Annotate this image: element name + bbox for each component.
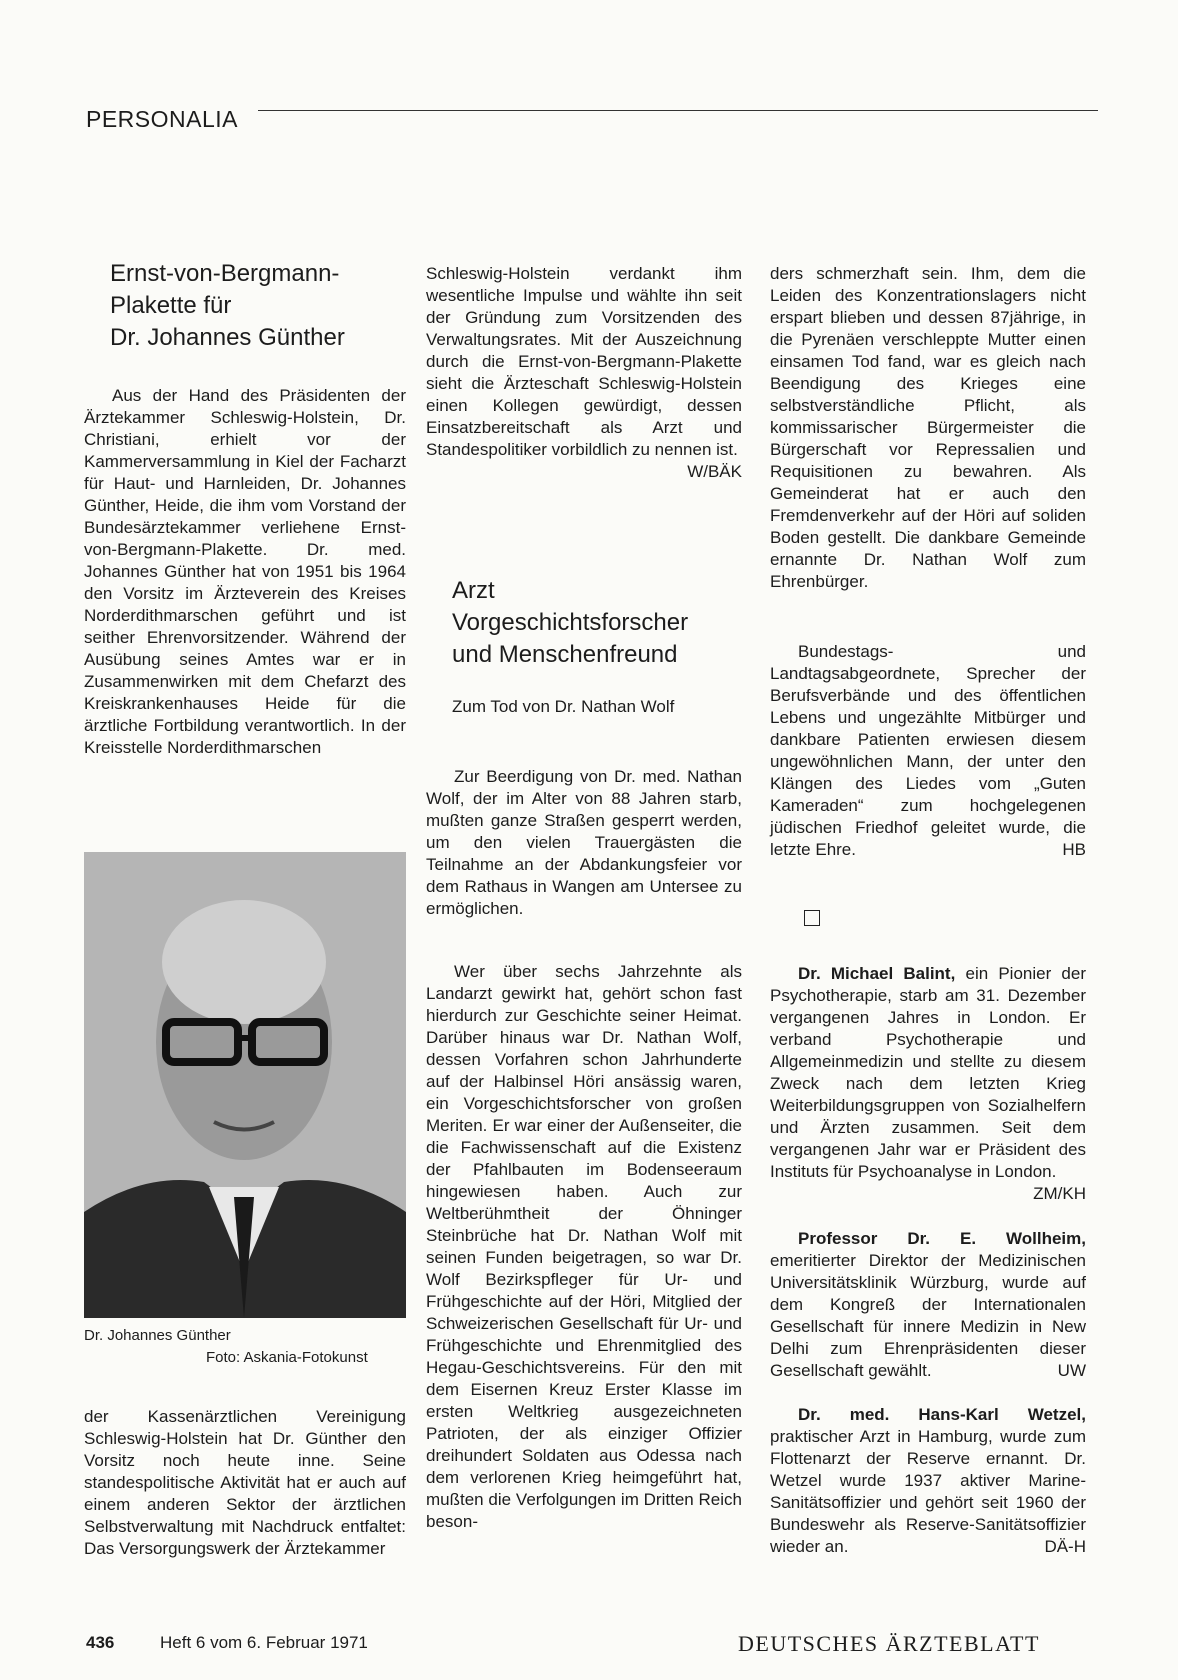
headline-line: Ernst-von-Bergmann- (110, 260, 340, 287)
headline-line: Arzt (452, 577, 495, 604)
note-wetzel (770, 1404, 1086, 1558)
issue-info: Heft 6 vom 6. Februar 1971 (160, 1633, 368, 1652)
article2-para4 (770, 641, 1086, 861)
note-text: praktischer Arzt in Hamburg, wurde zum Flottenarzt der Reserve ernannt. Dr. Wetzel wurde 1937 aktiver Marine-Sanitätsoffizier und gehört seit 1960 der Bundeswehr als Reserve-Sanitätsoffizier wieder an. (770, 1427, 1086, 1556)
note-name: Dr. Michael Balint, (798, 964, 956, 983)
article1-body-part2: der Kassenärztlichen Vereinigung Schleswig-Holstein hat Dr. Günther den Vorsitz noch heute inne. Seine standespolitische Aktivität hat er auch auf einem anderen Sektor der ärztlichen Selbstverwaltung mit Nachdruck entfaltet: Das Versorgungswerk der Ärztekammer (84, 1407, 406, 1558)
section-title: PERSONALIA (86, 106, 238, 132)
portrait-illustration (84, 852, 406, 1318)
note-text: emeritierter Direktor der Medizinischen Universitätsklinik Würzburg, wurde auf dem Kongreß der Internationalen Gesellschaft für innere Medizin in New Delhi zum Ehrenpräsidenten dieser Gesellschaft gewählt. (770, 1251, 1086, 1380)
article2-headline (452, 575, 752, 671)
note-signature: DÄ-H (1044, 1537, 1086, 1556)
photo-caption: Dr. Johannes Günther (84, 1327, 231, 1344)
article1-body-part3 (426, 263, 742, 483)
headline-line: Plakette für (110, 292, 232, 319)
portrait-photo (84, 852, 406, 1318)
article1-body-part1: Aus der Hand des Präsidenten der Ärztekammer Schleswig-Holstein, Dr. Christiani, erhielt vor der Kammerversammlung in Kiel der Facharzt für Haut- und Harnleiden, Dr. Johannes Günther, Heide, die ihm vom Vorstand der Bundesärztekammer verliehene Ernst-von-Bergmann-Plakette. Dr. med. Johannes Günther hat von 1951 bis 1964 den Vorsitz im Ärzteverein des Kreises Norderdithmarschen geführt und ist seither Ehrenvorsitzender. Während der Ausübung seines Amtes war er in Zusammenwirken mit dem Chefarzt des Kreiskrankenhauses Heide für die ärztliche Fortbildung verantwortlich. In der Kreisstelle Norderdithmarschen (84, 386, 406, 757)
note-name: Dr. med. Hans-Karl Wetzel, (798, 1405, 1086, 1424)
article1-headline (110, 258, 410, 354)
article2-para4-text: Bundestags- und Landtagsabgeordnete, Sprecher der Berufsverbände und des öffentlichen Lebens und ungezählte Mitbürger und dankbare Patienten erwiesen diesem ungewöhnlichen Mann, der unter den Klängen des Liedes vom „Guten Kameraden“ zum hochgelegenen jüdischen Friedhof geleitet wurde, die letzte Ehre. (770, 642, 1086, 859)
note-wollheim (770, 1228, 1086, 1382)
article2-para1: Zur Beerdigung von Dr. med. Nathan Wolf, der im Alter von 88 Jahren starb, mußten ganze Straßen gesperrt werden, um den vielen Trauergästen die Teilnahme an der Abdankungsfeier vor dem Rathaus in Wangen am Untersee zu ermöglichen. (426, 767, 742, 918)
photo-credit: Foto: Askania-Fotokunst (206, 1349, 368, 1366)
note-balint (770, 963, 1086, 1205)
note-text: ein Pionier der Psychotherapie, starb am 31. Dezember vergangenen Jahres in London. Er verband Psychotherapie und Allgemeinmedizin und stellte zu diesem Zweck nach dem letzten Krieg Weiterbildungsgruppen von Sozialhelfern und Ärzten zusammen. Seit dem vergangenen Jahr war er Präsident des Instituts für Psychoanalyse in London. (770, 964, 1087, 1181)
headline-line: Vorgeschichtsforscher (452, 609, 689, 636)
note-signature: ZM/KH (1033, 1184, 1086, 1203)
article2-para2: Wer über sechs Jahrzehnte als Landarzt gewirkt hat, gehört schon fast hierdurch zur Geschichte seiner Heimat. Darüber hinaus war Dr. Nathan Wolf, dessen Vorfahren schon Jahrhunderte auf der Halbinsel Höri ansässig waren, ein Vorgeschichtsforscher von großen Meriten. Er war einer der Außenseiter, die die Fachwissenschaft auf die Existenz der Pfahlbauten im Bodenseeraum hingewiesen haben. Auch zur Weltberühmtheit der Öhninger Steinbrüche hat Dr. Nathan Wolf mit seinen Funden beigetragen, so war Dr. Wolf Bezirkspfleger für Ur- und Frühgeschichte auf der Höri, Mitglied der Schweizerischen Gesellschaft für Ur- und Frühgeschichte und Ehrenmitglied des Hegau-Geschichtsvereins. Für den mit dem Eisernen Kreuz Erster Klasse im ersten Weltkrieg ausgezeichneten Patrioten, der als einziger Offizier dreihundert Soldaten aus Odessa nach dem verlorenen Krieg heimgeführt hat, mußten die Verfolgungen im Dritten Reich beson- (426, 962, 742, 1531)
page-number: 436 (86, 1633, 115, 1652)
article2-signature: HB (1062, 840, 1086, 859)
note-signature: UW (1057, 1361, 1086, 1380)
headline-line: Dr. Johannes Günther (110, 324, 345, 351)
headline-line: und Menschenfreund (452, 641, 678, 668)
header-rule (258, 110, 1098, 111)
note-name: Professor Dr. E. Wollheim, (798, 1229, 1086, 1248)
end-of-article-box (804, 910, 820, 926)
article2-subheadline: Zum Tod von Dr. Nathan Wolf (452, 697, 675, 716)
article1-body-part3-text: Schleswig-Holstein verdankt ihm wesentliche Impulse und wählte ihn seit der Gründung zum Vorsitzenden des Verwaltungsrates. Mit der Auszeichnung durch die Ernst-von-Bergmann-Plakette sieht die Ärzteschaft Schleswig-Holstein einen Kollegen gewürdigt, dessen Einsatzbereitschaft als Arzt und Standespolitiker vorbildlich zu nennen ist. (426, 264, 742, 459)
journal-name: DEUTSCHES ÄRZTEBLATT (738, 1631, 1040, 1656)
article2-para3: ders schmerzhaft sein. Ihm, dem die Leiden des Konzentrationslagers nicht erspart blieben und dessen 87jährige, in die Pyrenäen verschleppte Mutter einen einsamen Tod fand, war es gleich nach Beendigung des Krieges eine selbstverständliche Pflicht, als kommissarischer Bürgermeister die Bürgerschaft vor Repressalien und Requisitionen zu bewahren. Als Gemeinderat hat er auch den Fremdenverkehr auf der Höri auf soliden Boden gestellt. Die dankbare Gemeinde ernannte Dr. Nathan Wolf zum Ehrenbürger. (770, 264, 1086, 591)
article1-signature: W/BÄK (687, 462, 742, 481)
